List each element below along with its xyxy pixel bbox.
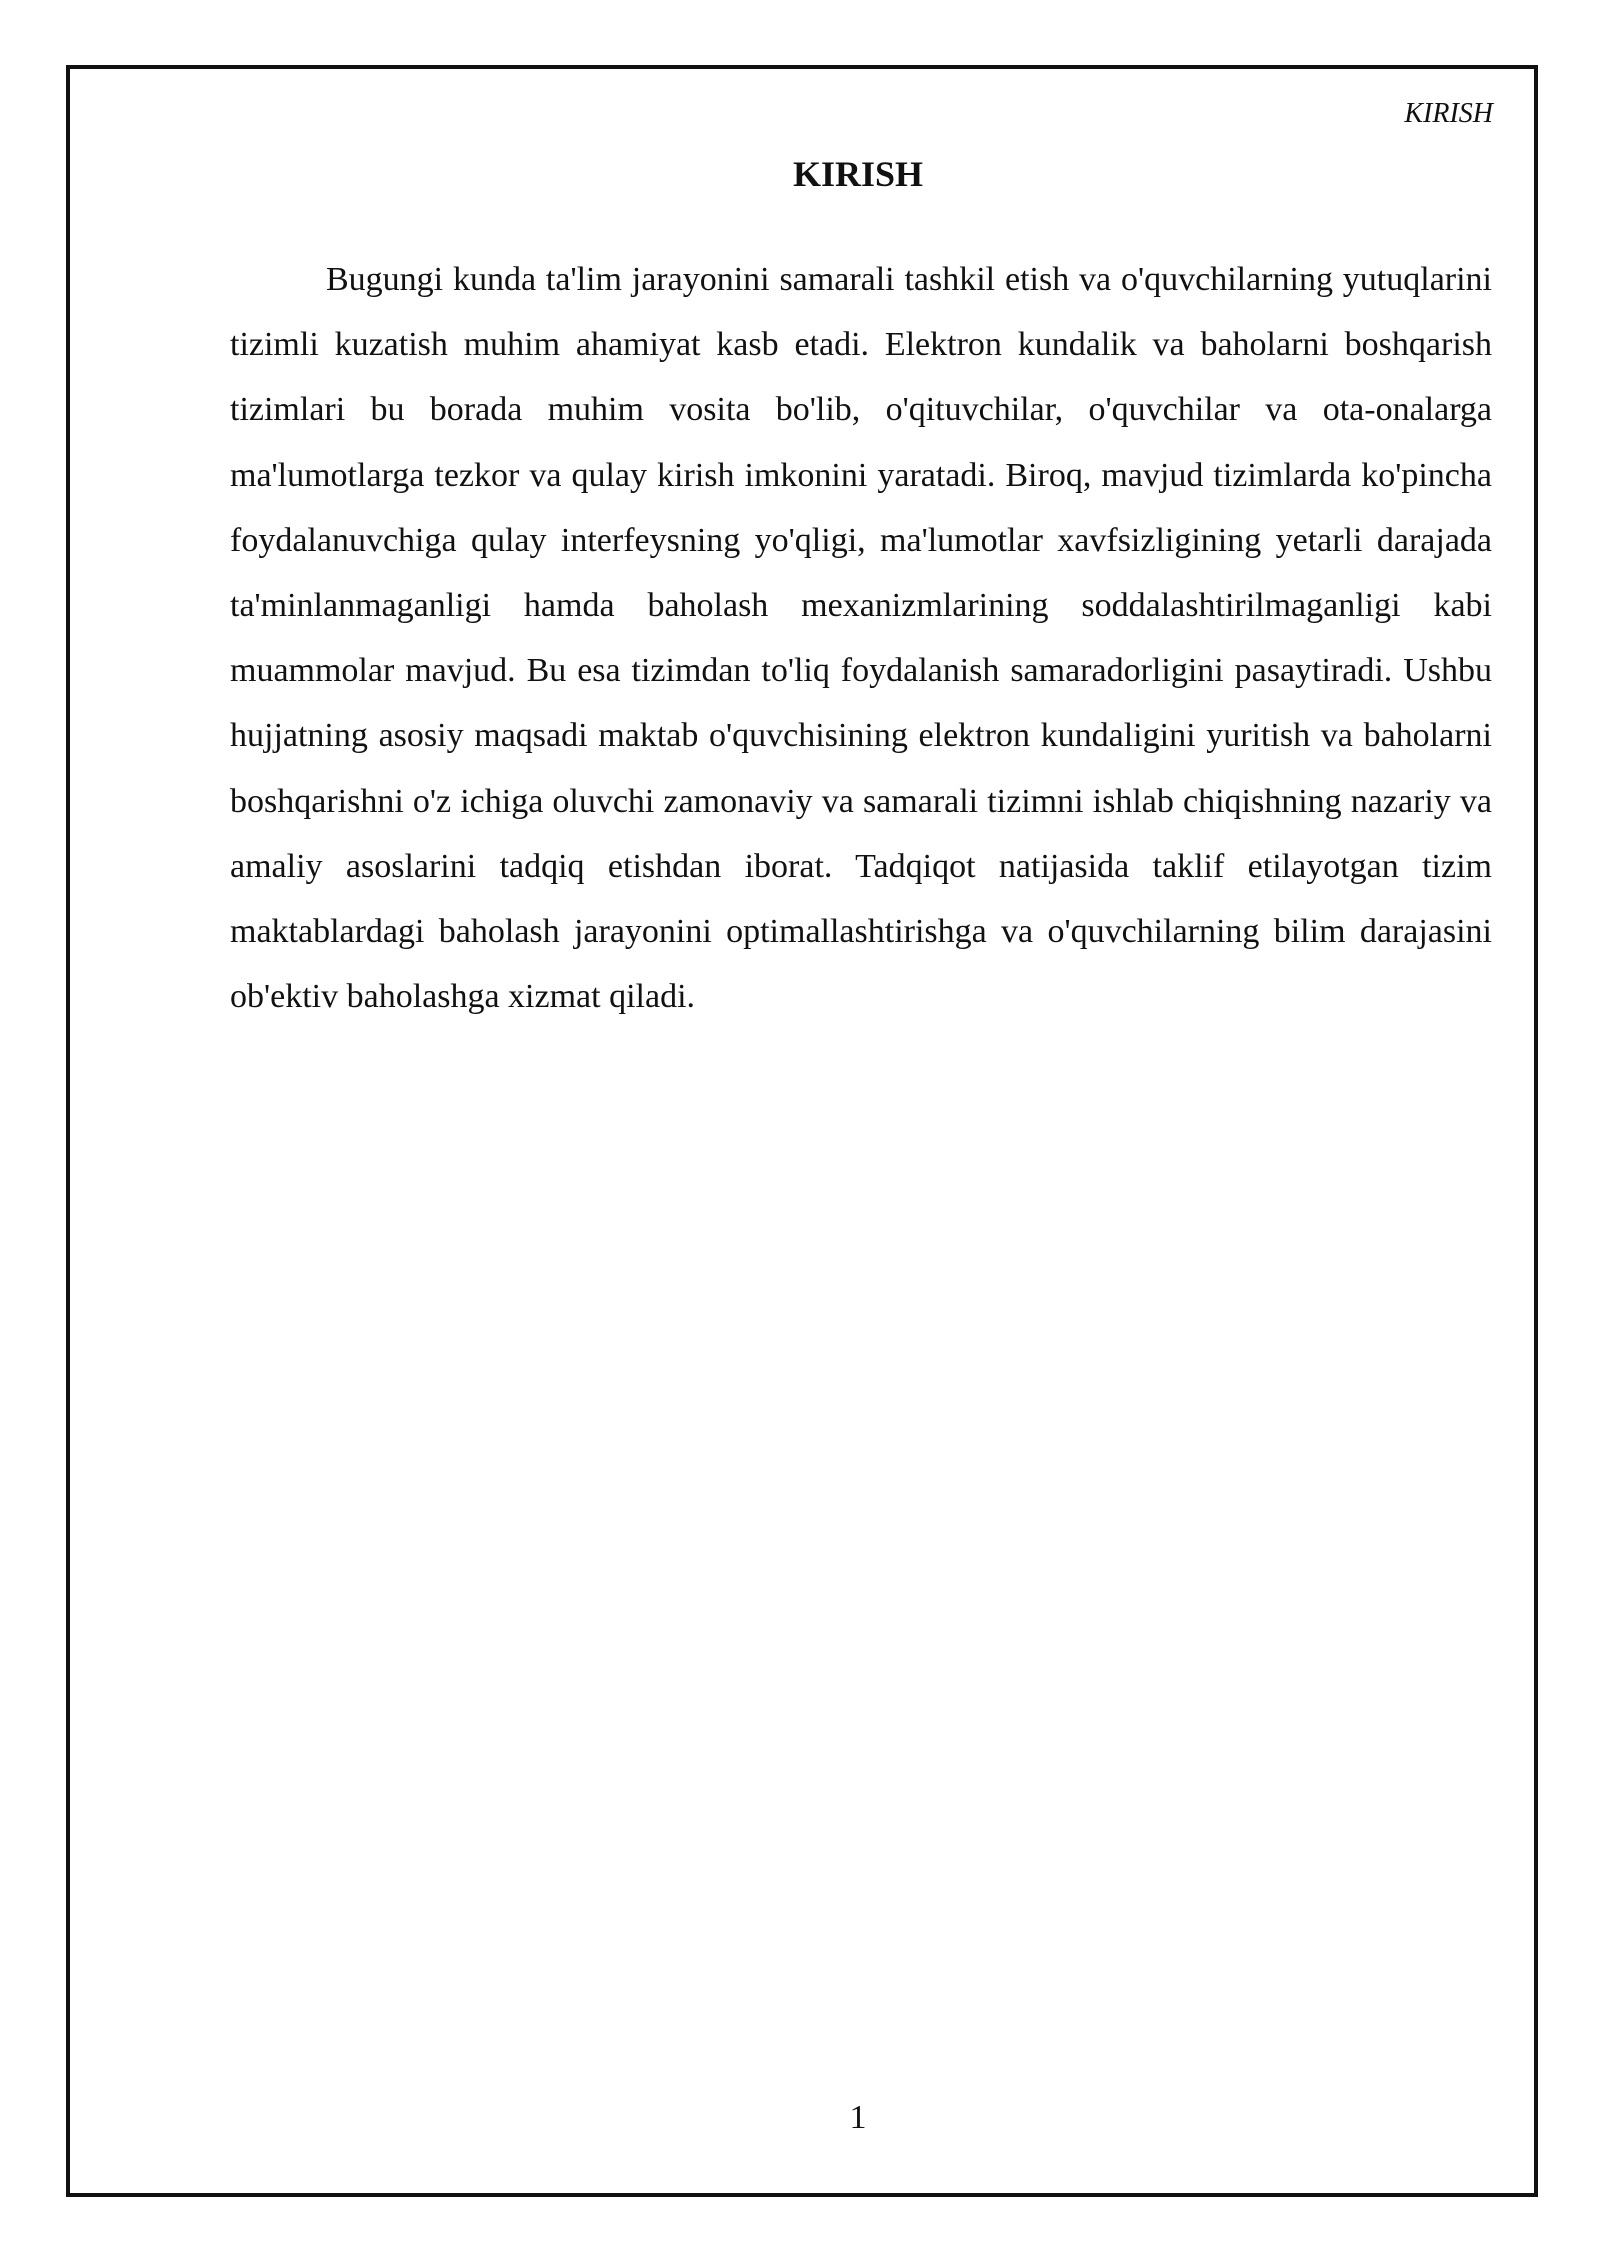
running-header: KIRISH <box>1404 98 1493 129</box>
body-paragraph: Bugungi kunda ta'lim jarayonini samarali tashkil etish va o'quvchilarning yutuqlarini tizimli kuzatish muhim ahamiyat kasb etadi. Elektron kundalik va baholarni boshqarish tizimlari bu borada muhim vosita bo'lib, o'qituvchilar, o'quvchilar va ota-onalarga ma'lumotlarga tezkor va qulay kirish imkonini yaratadi. Biroq, mavjud tizimlarda ko'pincha foydalanuvchiga qulay interfeysning yo'qligi, ma'lumotlar xavfsizligining yetarli darajada ta'minlanmaganligi hamda baholash mexanizmlarining soddalashtirilmaganligi kabi muammolar mavjud. Bu esa tizimdan to'liq foydalanish samaradorligini pasaytiradi. Ushbu hujjatning asosiy maqsadi maktab o'quvchisining elektron kundaligini yuritish va baholarni boshqarishni o'z ichiga oluvchi zamonaviy va samarali tizimni ishlab chiqishning nazariy va amaliy asoslarini tadqiq etishdan iborat. Tadqiqot natijasida taklif etilayotgan tizim maktablardagi baholash jarayonini optimallashtirishga va o'quvchilarning bilim darajasini ob'ektiv baholashga xizmat qiladi. <box>230 261 1492 1016</box>
page-number: 1 <box>849 2099 867 2136</box>
section-title: KIRISH <box>792 154 924 194</box>
